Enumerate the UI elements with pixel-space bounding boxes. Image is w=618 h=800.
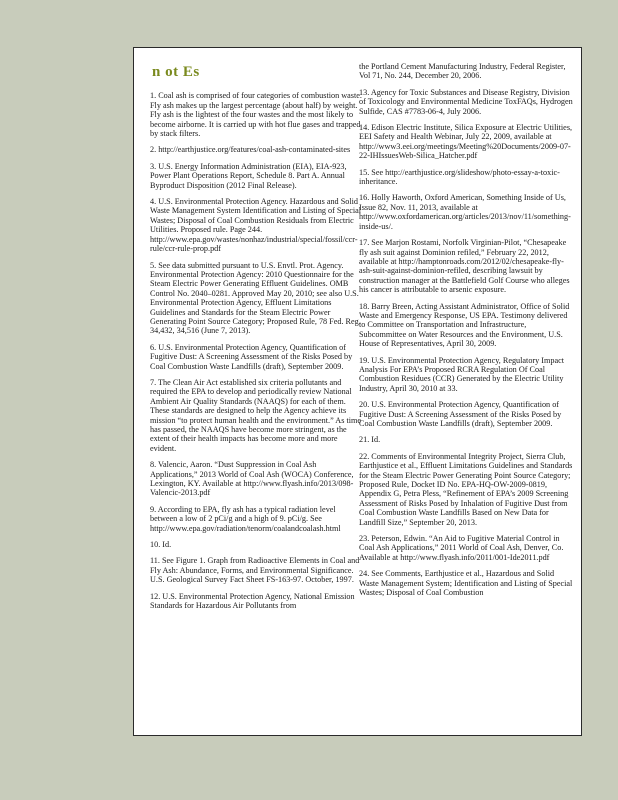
note-9: 9. According to EPA, fly ash has a typical radiation level between a low of 2 pCi/g and a high of 9. pCi/g. See http://www.epa.gov/radiation/tenorm/coalandcoalash.html bbox=[150, 504, 341, 533]
notes-page bbox=[133, 47, 582, 736]
note-19: 19. U.S. Environmental Protection Agency, Regulatory Impact Analysis For EPA’s Proposed RCRA Regulation Of Coal Combustion Residues (CCR) Generated by the Electric Utility Industry, April 30, 2010 at 33. bbox=[359, 355, 565, 393]
note-1: 1. Coal ash is comprised of four categories of combustion waste. Fly ash makes up the largest percentage (about half) by weight. Fly ash is the lightest of the four wastes and the most likely to become airborne. It is carried up with hot flue gases and trapped by stack filters. bbox=[150, 91, 362, 139]
note-15: 15. See http://earthjustice.org/slideshow/photo-essay-a-toxic-inheritance. bbox=[359, 167, 560, 187]
notes-column-left bbox=[150, 48, 362, 618]
note-23: 23. Peterson, Edwin. “An Aid to Fugitive Material Control in Coal Ash Applications,” 2011 World of Coal Ash, Denver, Co. Available at http://www.flyash.info/2011/001-Ide2011.pdf bbox=[359, 534, 564, 562]
note-14: 14. Edison Electric Institute, Silica Exposure at Electric Utilities, EEI Safety and Health Webinar, July 22, 2009, available at http://www3.eei.org/meetings/Meeting%20Documents/2009-07-22-IHIssuesWeb-Silica_Hatcher.pdf bbox=[359, 123, 573, 161]
note-10: 10. Id. bbox=[150, 540, 172, 550]
note-12: 12. U.S. Environmental Protection Agency, National Emission Standards for Hazardous Air Pollutants from bbox=[150, 591, 355, 611]
note-4: 4. U.S. Environmental Protection Agency. Hazardous and Solid Waste Management System Identification and Listing of Special Wastes; Disposal of Coal Combustion Residuals from Electric Utilities. Proposed rule. Page 244. http://www.epa.gov/wastes/nonhaz/industrial/special/fossil/ccr-rule/ccr-rule-prop.pdf bbox=[150, 197, 362, 254]
note-22: 22. Comments of Environmental Integrity Project, Sierra Club, Earthjustice et al., Effluent Limitations Guidelines and Standards for the Steam Electric Power Generating Point Source Category; Proposed Rule, Docket ID No. EPA-HQ-OW-2009-0819, Appendix G, Petra Pless, “Refinement of EPA’s 2009 Screening Assessment of Risks Posed by Inhalation of Fugitive Dust from Coal Combustion Waste Landfills Based on New Data for Landfill Size,” September 20, 2013. bbox=[359, 451, 573, 527]
note-2: 2. http://earthjustice.org/features/coal-ash-contaminated-sites bbox=[150, 145, 351, 155]
note-6: 6. U.S. Environmental Protection Agency, Quantification of Fugitive Dust: A Screening Assessment of the Risks Posed by Coal Combustion Waste Landfills (draft), September 2009. bbox=[150, 342, 353, 371]
notes-column-right bbox=[359, 62, 574, 605]
note-24: 24. See Comments, Earthjustice et al., Hazardous and Solid Waste Management System; Identification and Listing of Special Wastes; Disposal of Coal Combustion bbox=[359, 569, 573, 598]
note-21: 21. Id. bbox=[359, 435, 381, 445]
note-13: 13. Agency for Toxic Substances and Disease Registry, Division of Toxicology and Environmental Medicine ToxFAQs, Hydrogen Sulfide, CAS #7783-06-4, July 2006. bbox=[359, 87, 573, 116]
note-5: 5. See data submitted pursuant to U.S. Envtl. Prot. Agency. Environmental Protection Agency: 2010 Questionnaire for the Steam Electric Power Generating Effluent Guidelines. OMB Control No. 2040–0281. Approved May 20, 2010; see also U.S. Environmental Protection Agency, Effluent Limitations Guidelines and Standards for the Steam Electric Power Generating Point Source Category; Proposed Rule, 78 Fed. Reg. 34,432, 34,516 (June 7, 2013). bbox=[150, 260, 361, 336]
note-17: 17. See Marjon Rostami, Norfolk Virginian-Pilot, “Chesapeake fly ash suit against Dominion refiled,” February 22, 2012, available at http://hamptonroads.com/2012/02/chesapeake-fly-ash-suit-against-dominion-refiled, describing lawsuit by construction manager at the Battlefield Golf Course who alleges his cancer is attributable to arsenic exposure. bbox=[359, 238, 570, 295]
note-20: 20. U.S. Environmental Protection Agency, Quantification of Fugitive Dust: A Screening Assessment of the Risks Posed by Coal Combustion Waste Landfills (draft), September 2009. bbox=[359, 400, 562, 428]
note-12-continued: the Portland Cement Manufacturing Industry, Federal Register, Vol 71, No. 244, December 20, 2006. bbox=[359, 62, 566, 81]
note-11: 11. See Figure 1. Graph from Radioactive Elements in Coal and Fly Ash: Abundance, Forms, and Environmental Significance. U.S. Geological Survey Fact Sheet FS-163-97. October, 1997. bbox=[150, 556, 360, 585]
note-16: 16. Holly Haworth, Oxford American, Something Inside of Us, Issue 82, Nov. 11, 2013, available at http://www.oxfordamerican.org/articles/2013/nov/11/something-inside-us/. bbox=[359, 193, 571, 231]
note-8: 8. Valencic, Aaron. “Dust Suppression in Coal Ash Applications,” 2013 World of Coal Ash (WOCA) Conference, Lexington, KY. Available at http://www.flyash.info/2013/098-Valencic-2013.pdf bbox=[150, 460, 354, 498]
note-7: 7. The Clean Air Act established six criteria pollutants and required the EPA to develop and periodically review National Ambient Air Quality Standards (NAAQS) for each of them. These standards are designed to help the Agency achieve its mission “to protect human health and the environment.” As time has passed, the NAAQS have become more stringent, as the extent of their health impacts has become more and more evident. bbox=[150, 377, 362, 453]
notes-heading: n ot Es bbox=[152, 64, 200, 80]
note-3: 3. U.S. Energy Information Administration (EIA), EIA-923, Power Plant Operations Report, Schedule 8. Part A. Annual Byproduct Disposition (2012 Final Release). bbox=[150, 161, 347, 190]
note-18: 18. Barry Breen, Acting Assistant Administrator, Office of Solid Waste and Emergency Response, US EPA. Testimony delivered to Committee on Transportation and Infrastructure, Subcommittee on Water Resources and the Environment, U.S. House of Representatives, April 30, 2009. bbox=[359, 301, 570, 349]
